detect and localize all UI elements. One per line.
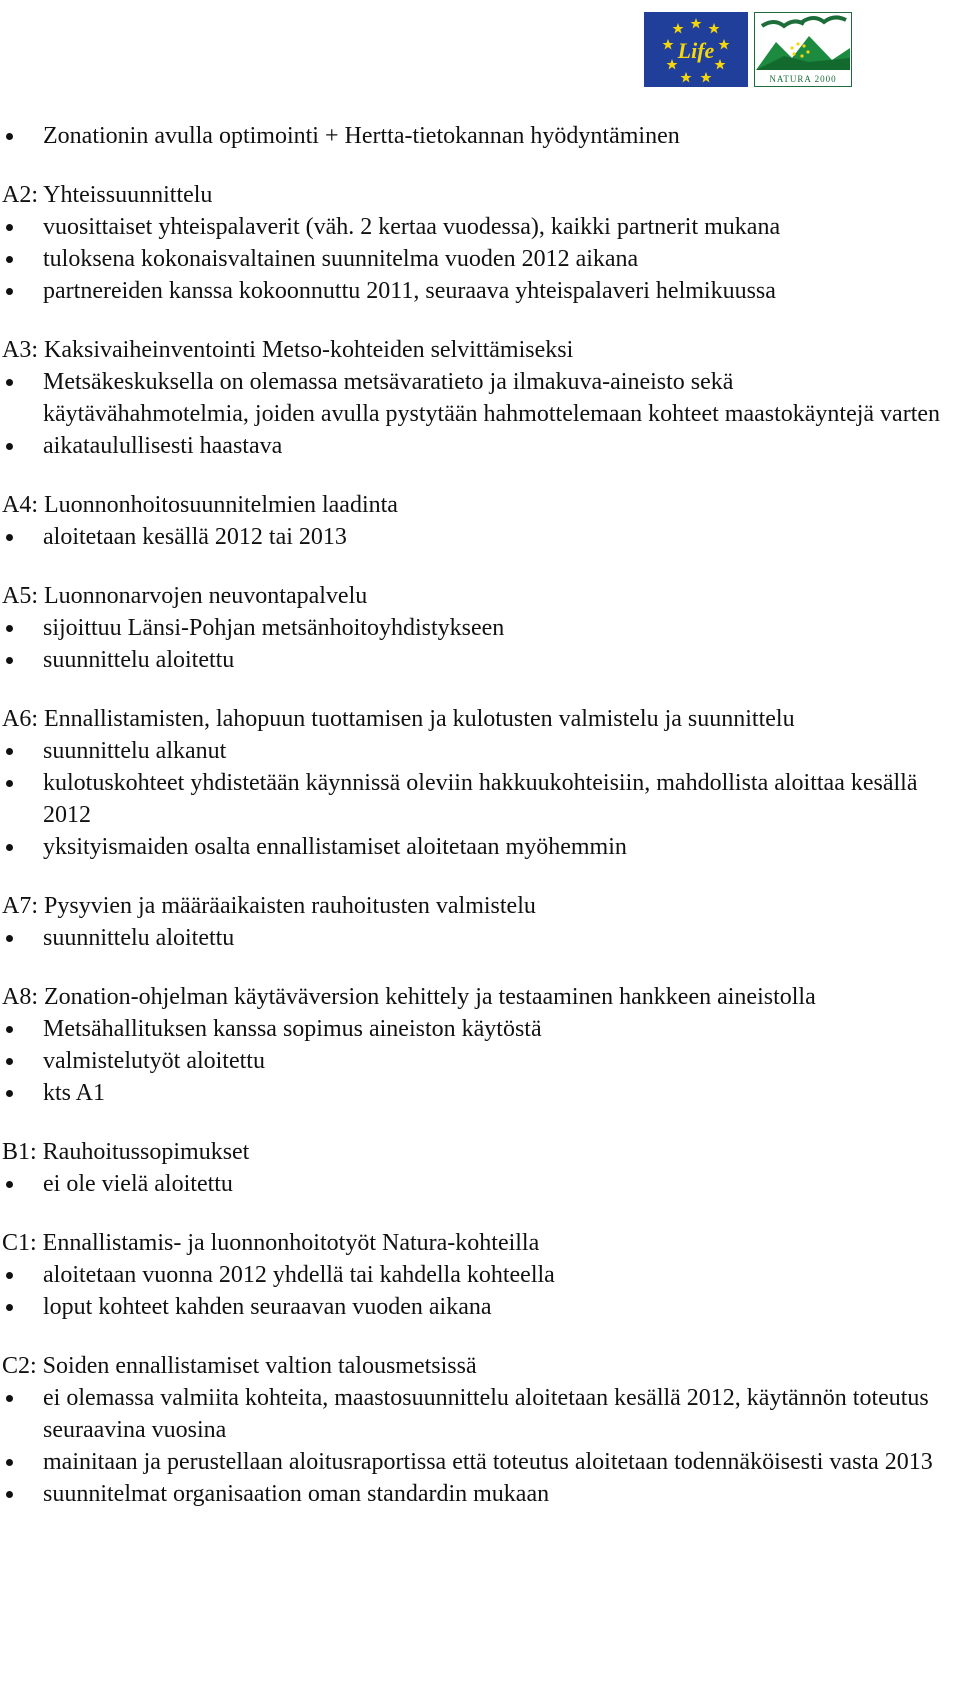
sections-container xyxy=(0,179,960,1510)
bullet-item: ei ole vielä aloitettu xyxy=(0,1168,960,1200)
bullet-item: Metsähallituksen kanssa sopimus aineiston käytöstä xyxy=(0,1013,960,1045)
section-bullet-list xyxy=(0,1013,960,1109)
bullet-item: sijoittuu Länsi-Pohjan metsänhoitoyhdistykseen xyxy=(0,612,960,644)
intro-list xyxy=(0,120,960,152)
header-logos xyxy=(644,12,852,88)
section-bullet-list xyxy=(0,735,960,863)
bullet-item: yksityismaiden osalta ennallistamiset aloitetaan myöhemmin xyxy=(0,831,960,863)
bullet-item: aloitetaan kesällä 2012 tai 2013 xyxy=(0,521,960,553)
svg-text:Life: Life xyxy=(677,38,715,63)
section-heading: A6: Ennallistamisten, lahopuun tuottamisen ja kulotusten valmistelu ja suunnittelu xyxy=(2,706,795,732)
section xyxy=(0,489,960,553)
bullet-item: Metsäkeskuksella on olemassa metsävaratieto ja ilmakuva-aineisto sekä käytävähahmotelmia, joiden avulla pystytään hahmottelemaan kohteet maastokäyntejä varten xyxy=(0,366,960,430)
bullet-item: aloitetaan vuonna 2012 yhdellä tai kahdella kohteella xyxy=(0,1259,960,1291)
section-bullet-list xyxy=(0,612,960,676)
section-bullet-list xyxy=(0,1382,960,1510)
section-heading: A8: Zonation-ohjelman käytäväversion kehittely ja testaaminen hankkeen aineistolla xyxy=(2,984,816,1010)
section xyxy=(0,1227,960,1323)
section-heading: A3: Kaksivaiheinventointi Metso-kohteiden selvittämiseksi xyxy=(2,337,574,363)
bullet-item: suunnitelmat organisaation oman standardin mukaan xyxy=(0,1478,960,1510)
section xyxy=(0,179,960,307)
bullet-item: suunnittelu alkanut xyxy=(0,735,960,767)
life-logo xyxy=(644,12,748,87)
bullet-item: kulotuskohteet yhdistetään käynnissä oleviin hakkuukohteisiin, mahdollista aloittaa kesällä 2012 xyxy=(0,767,960,831)
bullet-item: kts A1 xyxy=(0,1077,960,1109)
section xyxy=(0,703,960,863)
section xyxy=(0,1350,960,1510)
bullet-item: mainitaan ja perustellaan aloitusraportissa että toteutus aloitetaan todennäköisesti vasta 2013 xyxy=(0,1446,960,1478)
svg-text:NATURA 2000: NATURA 2000 xyxy=(769,74,837,84)
section-heading: A2: Yhteissuunnittelu xyxy=(2,182,213,208)
section xyxy=(0,1136,960,1200)
section-bullet-list xyxy=(0,211,960,307)
bullet-item: loput kohteet kahden seuraavan vuoden aikana xyxy=(0,1291,960,1323)
intro-bullet-item: Zonationin avulla optimointi + Hertta-tietokannan hyödyntäminen xyxy=(0,120,960,152)
bullet-item: tuloksena kokonaisvaltainen suunnitelma vuoden 2012 aikana xyxy=(0,243,960,275)
section-bullet-list xyxy=(0,922,960,954)
section xyxy=(0,890,960,954)
section-bullet-list xyxy=(0,1168,960,1200)
section-heading: B1: Rauhoitussopimukset xyxy=(2,1139,250,1165)
section-bullet-list xyxy=(0,366,960,462)
bullet-item: ei olemassa valmiita kohteita, maastosuunnittelu aloitetaan kesällä 2012, käytännön toteutus seuraavina vuosina xyxy=(0,1382,960,1446)
natura-2000-logo xyxy=(754,12,852,87)
section-heading: A7: Pysyvien ja määräaikaisten rauhoitusten valmistelu xyxy=(2,893,536,919)
section xyxy=(0,981,960,1109)
bullet-item: partnereiden kanssa kokoonnuttu 2011, seuraava yhteispalaveri helmikuussa xyxy=(0,275,960,307)
section-heading: A4: Luonnonhoitosuunnitelmien laadinta xyxy=(2,492,398,518)
bullet-item: aikataulullisesti haastava xyxy=(0,430,960,462)
section-heading: A5: Luonnonarvojen neuvontapalvelu xyxy=(2,583,368,609)
bullet-item: vuosittaiset yhteispalaverit (väh. 2 kertaa vuodessa), kaikki partnerit mukana xyxy=(0,211,960,243)
bullet-item: valmistelutyöt aloitettu xyxy=(0,1045,960,1077)
document-body xyxy=(0,120,960,1537)
bullet-item: suunnittelu aloitettu xyxy=(0,644,960,676)
section-bullet-list xyxy=(0,521,960,553)
section-bullet-list xyxy=(0,1259,960,1323)
natura-2000-logo-graphic xyxy=(754,12,852,87)
section-heading: C1: Ennallistamis- ja luonnonhoitotyöt Natura-kohteilla xyxy=(2,1230,540,1256)
section xyxy=(0,580,960,676)
life-logo-graphic xyxy=(644,12,748,87)
bullet-item: suunnittelu aloitettu xyxy=(0,922,960,954)
section-heading: C2: Soiden ennallistamiset valtion talousmetsissä xyxy=(2,1353,477,1379)
section xyxy=(0,334,960,462)
